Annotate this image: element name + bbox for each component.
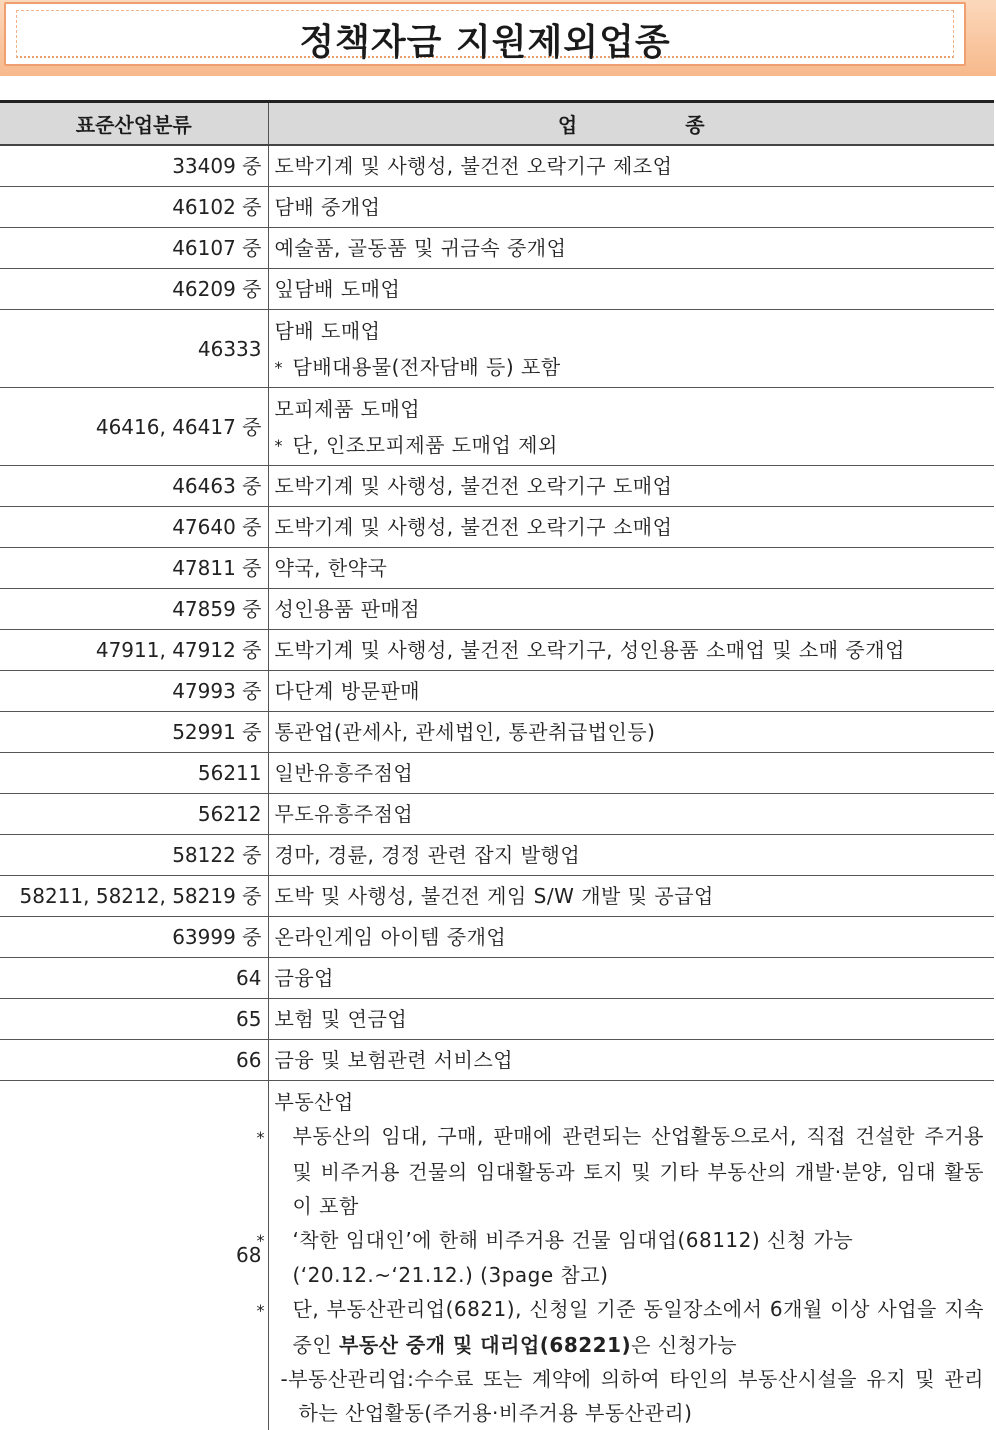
industry-description-cell: [268, 388, 994, 466]
table-row: [0, 507, 994, 548]
note-asterisk: *: [274, 358, 283, 377]
industry-name: 도박기계 및 사행성, 불건전 오락기구, 성인용품 소매업 및 소매 중개업: [274, 638, 905, 662]
industry-description-cell: [268, 507, 994, 548]
industry-code-cell: 56212: [0, 794, 268, 835]
industry-name: 도박기계 및 사행성, 불건전 오락기구 도매업: [274, 474, 673, 498]
industry-code-cell: 47993 중: [0, 671, 268, 712]
industry-code-cell: 46463 중: [0, 466, 268, 507]
industry-description-cell: [268, 589, 994, 630]
industry-description-cell: [268, 917, 994, 958]
industry-code-cell: 46416, 46417 중: [0, 388, 268, 466]
industry-description-cell: [268, 794, 994, 835]
industry-code-cell: 68: [0, 1081, 268, 1430]
industry-note-text: 단, 인조모피제품 도매업 제외: [292, 432, 558, 457]
table-row: [0, 228, 994, 269]
industry-name: 담배 중개업: [274, 195, 381, 219]
table-row: [0, 671, 994, 712]
table-row: [0, 269, 994, 310]
page-title: 정책자금 지원제외업종: [299, 22, 671, 63]
industry-name: 도박 및 사행성, 불건전 게임 S/W 개발 및 공급업: [274, 884, 714, 908]
industry-description-cell: [268, 548, 994, 589]
industry-name: 경마, 경륜, 경정 관련 잡지 발행업: [274, 843, 581, 867]
industry-name: 부동산업: [274, 1090, 354, 1114]
table-body: [0, 145, 994, 1430]
title-banner: [0, 0, 996, 76]
industry-code-cell: 66: [0, 1040, 268, 1081]
table-row: [0, 589, 994, 630]
header-industry-type-part1: 업: [557, 113, 578, 137]
industry-name: 다단계 방문판매: [274, 679, 421, 703]
industry-code-cell: 47911, 47912 중: [0, 630, 268, 671]
industry-code-cell: 56211: [0, 753, 268, 794]
table-row: [0, 958, 994, 999]
industry-note: [256, 1223, 995, 1293]
industry-code-cell: 58122 중: [0, 835, 268, 876]
industry-name: 모피제품 도매업: [274, 396, 421, 421]
industry-description-cell: [268, 835, 994, 876]
industry-subnote: -부동산관리업:수수료 또는 계약에 의하여 타인의 부동산시설을 유지 및 관리하는 산업활동(주거용·비주거용 부동산관리): [280, 1366, 984, 1425]
industry-name: 일반유흥주점업: [274, 761, 414, 785]
note-asterisk: *: [256, 1231, 265, 1250]
industry-description-cell: [268, 310, 994, 388]
industry-code-cell: 46333: [0, 310, 268, 388]
header-industry-type-part2: 종: [685, 113, 705, 137]
industry-name: 보험 및 연금업: [274, 1007, 408, 1031]
industry-note-emphasis: 부동산 중개 및 대리업(68221): [339, 1332, 632, 1357]
industry-name: 도박기계 및 사행성, 불건전 오락기구 소매업: [274, 515, 673, 539]
industry-name: 무도유흥주점업: [274, 802, 414, 826]
table-row: [0, 466, 994, 507]
industry-description-cell: [268, 712, 994, 753]
table-row: [0, 712, 994, 753]
industry-code-cell: 65: [0, 999, 268, 1040]
industry-description-cell: [268, 228, 994, 269]
industry-name: 담배 도매업: [274, 318, 381, 343]
table-row: [0, 310, 994, 388]
table-row: [0, 917, 994, 958]
industry-name: 도박기계 및 사행성, 불건전 오락기구 제조업: [274, 154, 673, 178]
industry-note-text: 부동산의 임대, 구매, 판매에 관련되는 산업활동으로서, 직접 건설한 주거용 및 비주거용 건물의 임대활동과 토지 및 기타 부동산의 개발·분양, 임대 활동이 포함: [292, 1124, 984, 1218]
industry-name: 잎담배 도매업: [274, 277, 401, 301]
note-asterisk: *: [256, 1127, 265, 1147]
industry-code-cell: 47640 중: [0, 507, 268, 548]
header-industry-type: [268, 102, 994, 146]
industry-code-cell: 47811 중: [0, 548, 268, 589]
industry-note-text: 은 신청가능: [631, 1332, 738, 1357]
industry-description-cell: [268, 630, 994, 671]
industry-name: 약국, 한약국: [274, 556, 388, 580]
industry-name: 금융 및 보험관련 서비스업: [274, 1048, 514, 1072]
industry-name: 금융업: [274, 966, 334, 990]
industry-description-cell: [268, 187, 994, 228]
table-row: [0, 388, 994, 466]
industry-description-cell: [268, 1040, 994, 1081]
industry-code-cell: 52991 중: [0, 712, 268, 753]
industry-code-cell: 47859 중: [0, 589, 268, 630]
header-industry-classification: 표준산업분류: [0, 102, 268, 146]
industry-code-cell: 46209 중: [0, 269, 268, 310]
industry-code-cell: 33409 중: [0, 145, 268, 187]
industry-name: 온라인게임 아이템 중개업: [274, 925, 507, 949]
industry-note-text: 단, 부동산관리업(6821), 신청일 기준 동일장소에서 6개월 이상 사업을 지속 중인: [292, 1297, 984, 1357]
industry-description-cell: [268, 671, 994, 712]
industry-name: 성인용품 판매점: [274, 597, 421, 621]
industry-note: [256, 1292, 995, 1362]
industry-description-cell: [268, 753, 994, 794]
table-row: [0, 876, 994, 917]
table-row-real-estate: [0, 1081, 994, 1430]
industry-description-cell: [268, 958, 994, 999]
table-row: [0, 1040, 994, 1081]
industry-description-cell: [256, 1081, 994, 1430]
industry-description-cell: [268, 999, 994, 1040]
table-row: [0, 548, 994, 589]
table-row: [0, 835, 994, 876]
industry-description-cell: [268, 269, 994, 310]
note-asterisk: *: [256, 1300, 265, 1320]
industry-note: [275, 427, 995, 463]
table-header-row: [0, 102, 994, 146]
excluded-industries-table: [0, 100, 994, 1430]
table-row: [0, 630, 994, 671]
industry-description-cell: [268, 145, 994, 187]
table-row: [0, 999, 994, 1040]
industry-description-cell: [268, 876, 994, 917]
table-row: [0, 753, 994, 794]
industry-code-cell: 58211, 58212, 58219 중: [0, 876, 268, 917]
industry-name: 통관업(관세사, 관세법인, 통관취급법인등): [274, 720, 656, 744]
industry-code-cell: 46107 중: [0, 228, 268, 269]
industry-code-cell: 64: [0, 958, 268, 999]
industry-code-cell: 63999 중: [0, 917, 268, 958]
industry-note-text: (‘20.12.~‘21.12.) (3page 참고): [292, 1263, 609, 1287]
industry-note: [275, 349, 995, 385]
industry-description-cell: [268, 466, 994, 507]
table-row: [0, 187, 994, 228]
table-row: [0, 145, 994, 187]
table-row: [0, 794, 994, 835]
industry-name: 예술품, 골동품 및 귀금속 중개업: [274, 236, 567, 260]
note-asterisk: *: [274, 436, 283, 455]
industry-code-cell: 46102 중: [0, 187, 268, 228]
industry-note-text: ‘착한 임대인’에 한해 비주거용 건물 임대업(68112) 신청 가능: [292, 1227, 854, 1252]
title-box: [4, 2, 966, 66]
industry-note: [256, 1119, 995, 1223]
industry-note-text: 담배대용물(전자담배 등) 포함: [292, 354, 561, 379]
